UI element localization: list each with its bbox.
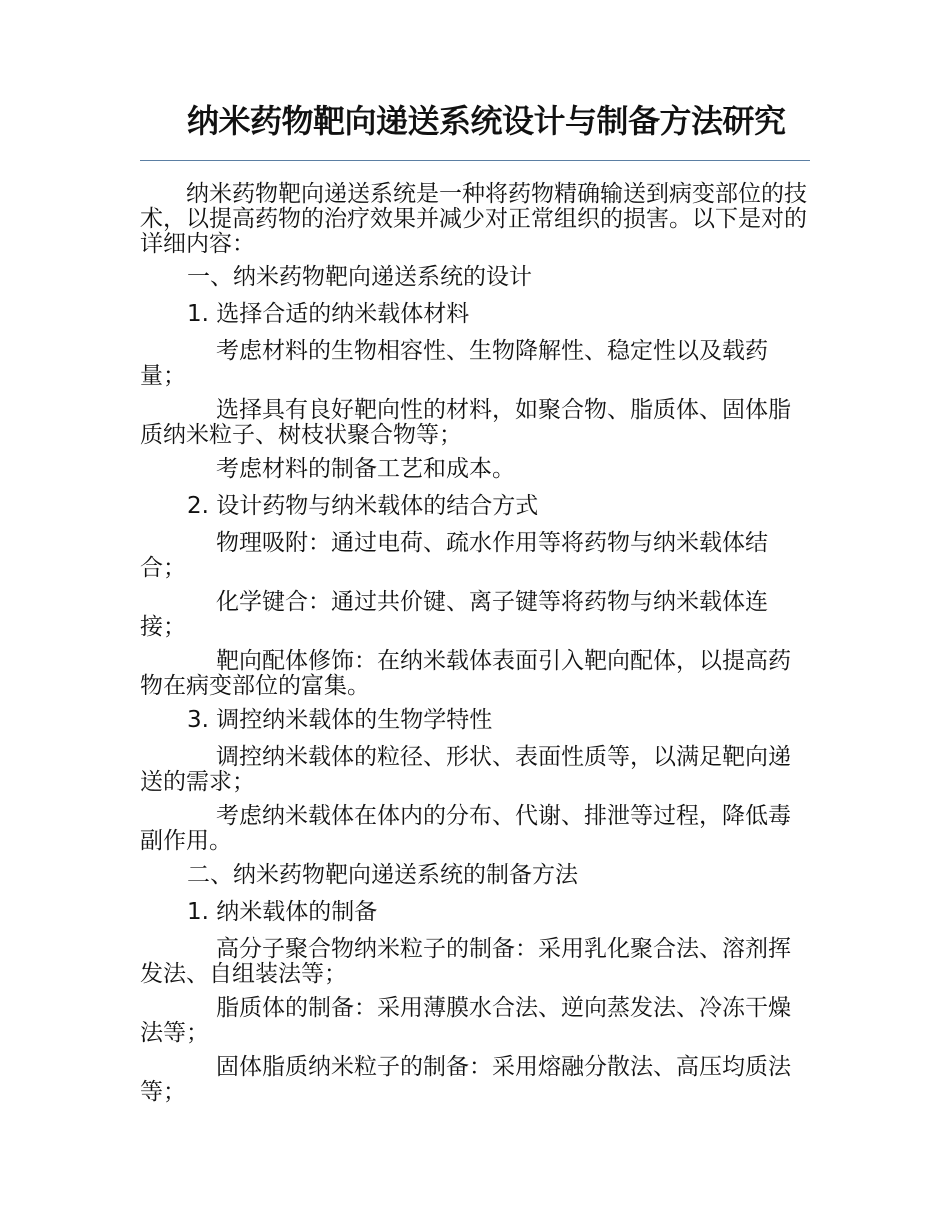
list-item: 考虑材料的制备工艺和成本。 [216, 456, 515, 482]
section-2-1-heading: 1. 纳米载体的制备 [187, 899, 378, 925]
list-item: 考虑材料的生物相容性、生物降解性、稳定性以及载药量； [140, 338, 768, 389]
list-item: 选择具有良好靶向性的材料，如聚合物、脂质体、固体脂质纳米粒子、树枝状聚合物等； [140, 397, 791, 448]
list-item: 考虑纳米载体在体内的分布、代谢、排泄等过程，降低毒副作用。 [140, 803, 791, 854]
section-2-heading: 二、纳米药物靶向递送系统的制备方法 [187, 862, 578, 888]
section-1-2-heading: 2. 设计药物与纳米载体的结合方式 [187, 493, 539, 519]
intro-paragraph: 纳米药物靶向递送系统是一种将药物精确输送到病变部位的技术，以提高药物的治疗效果并减少对正常组织的损害。以下是对的详细内容： [140, 181, 807, 257]
list-item: 调控纳米载体的粒径、形状、表面性质等，以满足靶向递送的需求； [140, 744, 791, 795]
section-1-heading: 一、纳米药物靶向递送系统的设计 [187, 264, 532, 290]
list-item: 高分子聚合物纳米粒子的制备：采用乳化聚合法、溶剂挥发法、自组装法等； [140, 936, 791, 987]
list-item: 脂质体的制备：采用薄膜水合法、逆向蒸发法、冷冻干燥法等； [140, 995, 791, 1046]
title-underline [140, 160, 810, 161]
list-item: 靶向配体修饰：在纳米载体表面引入靶向配体，以提高药物在病变部位的富集。 [140, 648, 791, 699]
list-item: 固体脂质纳米粒子的制备：采用熔融分散法、高压均质法等； [140, 1054, 791, 1105]
section-1-1-heading: 1. 选择合适的纳米载体材料 [187, 301, 470, 327]
document-title: 纳米药物靶向递送系统设计与制备方法研究 [187, 102, 786, 140]
list-item: 化学键合：通过共价键、离子键等将药物与纳米载体连接； [140, 589, 768, 640]
section-1-3-heading: 3. 调控纳米载体的生物学特性 [187, 707, 493, 733]
list-item: 物理吸附：通过电荷、疏水作用等将药物与纳米载体结合； [140, 530, 768, 581]
